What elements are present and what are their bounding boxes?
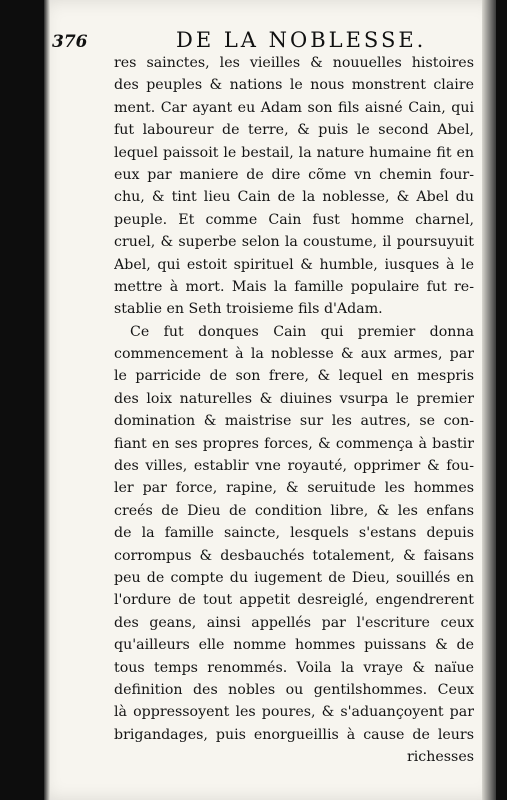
text-line: des geans, ainsi appellés par l'escriture ceux [114, 614, 474, 631]
text-line: Ce fut donques Cain qui premier donna [130, 323, 474, 340]
text-line: ment. Car ayant eu Adam son fils aisné Cain, qui [114, 99, 474, 116]
text-line: des villes, establir vne royauté, opprimer & fou- [114, 458, 474, 475]
text-line: peuple. Et comme Cain fust homme charnel, [114, 211, 474, 228]
text-line: mettre à mort. Mais la famille populaire fut re- [114, 278, 474, 295]
text-line: fiant en ses propres forces, & commença à bastir [114, 435, 474, 452]
text-line: des loix naturelles & diuines vsurpa le premier [114, 390, 474, 407]
page-header [52, 26, 452, 54]
text-line: creés de Dieu de condition libre, & les enfans [114, 502, 474, 519]
text-line: Abel, qui estoit spirituel & humble, iusques à le [114, 256, 474, 273]
page-number: 376 [52, 32, 88, 52]
page-gutter-shadow [44, 0, 50, 800]
running-head: DE LA NOBLESSE. [176, 28, 427, 52]
text-line: qu'ailleurs elle nomme hommes puissans & de [114, 637, 474, 654]
text-line: lequel paissoit le bestail, la nature humaine fit en [114, 144, 474, 161]
text-line: eux par maniere de dire cõme vn chemin four- [114, 166, 474, 183]
text-line: commencement à la noblesse & aux armes, par [114, 346, 474, 363]
text-line: chu, & tint lieu Cain de la noblesse, & Abel du [114, 189, 474, 206]
text-line: le parricide de son frere, & lequel en mespris [114, 368, 474, 385]
text-line: corrompus & desbauchés totalement, & faisans [114, 547, 474, 564]
text-line: richesses [406, 749, 474, 766]
text-line: fut laboureur de terre, & puis le second Abel, [114, 122, 474, 139]
text-line: stablie en Seth troisieme fils d'Adam. [114, 301, 383, 318]
body-text [114, 52, 474, 769]
text-line: ler par force, rapine, & seruitude les hommes [114, 480, 474, 497]
text-line: là oppressoyent les poures, & s'aduançoyent par [114, 704, 474, 721]
text-line: cruel, & superbe selon la coustume, il poursuyuit [114, 234, 474, 251]
text-line: peu de compte du iugement de Dieu, souillés en [114, 569, 474, 586]
text-line: l'ordure de tout appetit desreiglé, engendrerent [114, 592, 474, 609]
text-line: brigandages, puis enorgueillis à cause de leurs [114, 726, 474, 743]
text-line: domination & maistrise sur les autres, se con- [114, 413, 474, 430]
text-line: de la famille saincte, lesquels s'estans depuis [114, 525, 474, 542]
text-line: definition des nobles ou gentilshommes. Ceux [114, 681, 474, 698]
page-edge-shadow [482, 0, 496, 800]
text-line: des peuples & nations le nous monstrent claire [114, 77, 474, 94]
text-line: tous temps renommés. Voila la vraye & naïue [114, 659, 474, 676]
text-line: res sainctes, les vieilles & nouuelles histoires [114, 55, 474, 71]
